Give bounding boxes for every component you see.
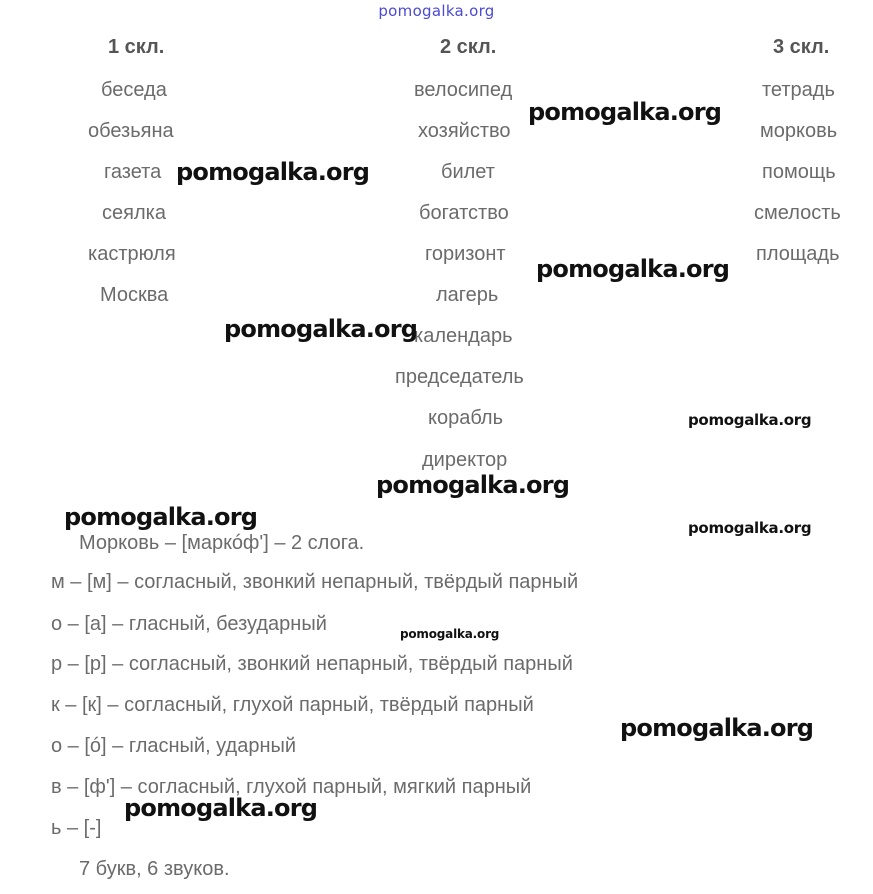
- column-1-word: обезьяна: [88, 120, 174, 142]
- watermark: pomogalka.org: [528, 98, 722, 126]
- analysis-intro: Морковь – [маркóф'] – 2 слога.: [79, 532, 365, 554]
- watermark: pomogalka.org: [176, 158, 370, 186]
- column-3-word: тетрадь: [762, 79, 835, 101]
- column-2-word: лагерь: [436, 284, 499, 306]
- column-3-word: смелость: [754, 202, 841, 224]
- analysis-line: о – [а] – гласный, безударный: [51, 613, 327, 635]
- analysis-line: м – [м] – согласный, звонкий непарный, твёрдый парный: [51, 571, 579, 593]
- column-1-word: сеялка: [102, 202, 166, 224]
- column-2-word: календарь: [414, 325, 513, 347]
- column-1-header: 1 скл.: [108, 36, 165, 58]
- column-2-word: директор: [422, 449, 508, 471]
- column-3-word: морковь: [760, 120, 838, 142]
- watermark: pomogalka.org: [376, 471, 570, 499]
- analysis-line: о – [ó] – гласный, ударный: [51, 735, 297, 757]
- column-2-word: горизонт: [425, 243, 506, 265]
- column-1-word: Москва: [100, 284, 169, 306]
- column-3-word: площадь: [756, 243, 840, 265]
- analysis-line: в – [ф'] – согласный, глухой парный, мягкий парный: [51, 776, 532, 798]
- watermark: pomogalka.org: [620, 714, 814, 742]
- analysis-line: ь – [-]: [51, 817, 102, 839]
- column-2-word: билет: [441, 161, 495, 183]
- column-1-word: кастрюля: [88, 243, 176, 265]
- analysis-line: к – [к] – согласный, глухой парный, твёрдый парный: [51, 694, 534, 716]
- column-2-word: богатство: [419, 202, 509, 224]
- column-2-word: корабль: [428, 407, 503, 429]
- analysis-line: р – [р] – согласный, звонкий непарный, твёрдый парный: [51, 653, 573, 675]
- column-2-header: 2 скл.: [440, 36, 497, 58]
- column-2-word: председатель: [395, 366, 524, 388]
- source-link[interactable]: pomogalka.org: [378, 2, 495, 20]
- watermark: pomogalka.org: [688, 519, 812, 537]
- column-2-word: хозяйство: [418, 120, 511, 142]
- column-3-header: 3 скл.: [773, 36, 830, 58]
- column-1-word: газета: [104, 161, 162, 183]
- column-3-word: помощь: [762, 161, 836, 183]
- watermark: pomogalka.org: [224, 315, 418, 343]
- column-1-word: беседа: [101, 79, 167, 101]
- column-2-word: велосипед: [414, 79, 513, 101]
- analysis-summary: 7 букв, 6 звуков.: [79, 858, 230, 880]
- watermark: pomogalka.org: [64, 503, 258, 531]
- watermark: pomogalka.org: [400, 627, 500, 641]
- watermark: pomogalka.org: [688, 411, 812, 429]
- watermark: pomogalka.org: [124, 794, 318, 822]
- watermark: pomogalka.org: [536, 255, 730, 283]
